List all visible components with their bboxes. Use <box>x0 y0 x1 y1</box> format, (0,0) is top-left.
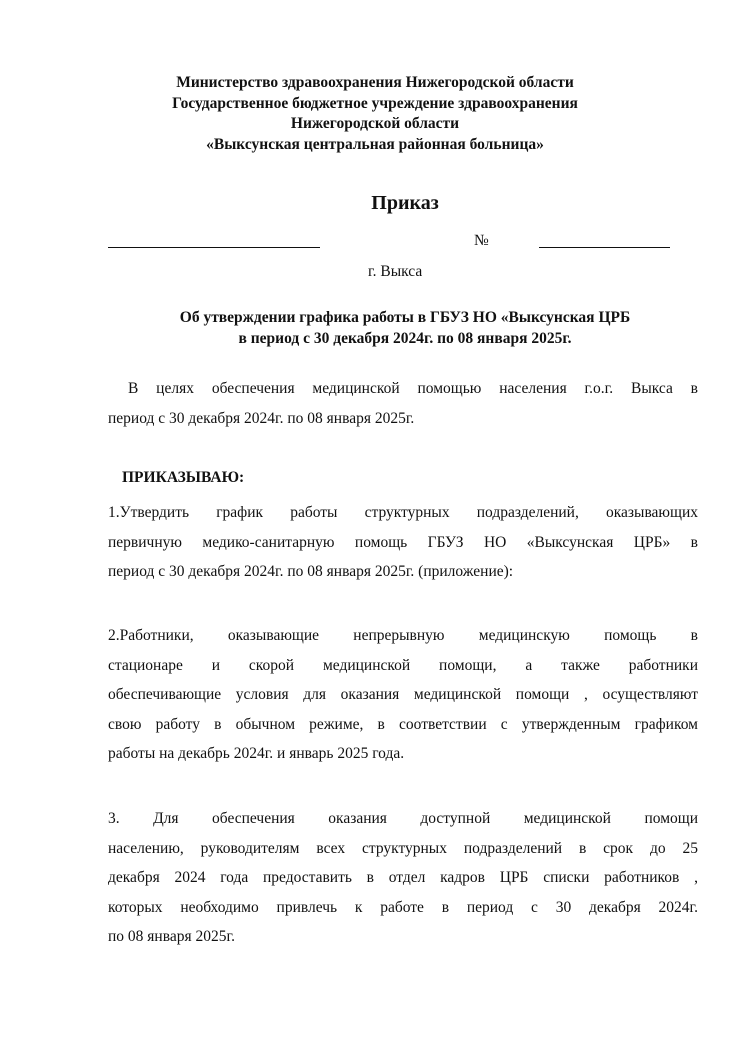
item1-line-3: период с 30 декабря 2024г. по 08 января 2025г. (приложение): <box>108 563 514 580</box>
institution-region: Нижегородской области <box>290 115 460 132</box>
number-blank-line <box>539 247 670 248</box>
item1-line-1: 1.Утвердить график работы структурных подразделений, оказывающих <box>108 504 698 521</box>
item2-line-1: 2.Работники, оказывающие непрерывную медицинскую помощь в <box>108 627 698 644</box>
item3-line-5: по 08 января 2025г. <box>108 928 235 945</box>
item2-line-2: стационаре и скорой медицинской помощи, а также работники <box>108 656 698 674</box>
organization-header <box>0 73 750 155</box>
ministry-name: Министерство здравоохранения Нижегородской области <box>176 74 574 91</box>
item3-line-2: населению, руководителям всех структурных подразделений в срок до 25 <box>108 839 698 857</box>
order-subject <box>0 308 750 349</box>
order-directive: ПРИКАЗЫВАЮ: <box>122 469 245 486</box>
date-blank-line <box>108 247 320 248</box>
item3-line-4: которых необходимо привлечь к работе в период с 30 декабря 2024г. <box>108 898 698 916</box>
item3-line-1: 3. Для обеспечения оказания доступной медицинской помощи <box>108 810 698 827</box>
item2-line-3: обеспечивающие условия для оказания медицинской помощи , осуществляют <box>108 686 698 703</box>
item2-line-5: работы на декабрь 2024г. и январь 2025 года. <box>108 745 405 762</box>
order-item-2 <box>108 621 698 769</box>
intro-paragraph <box>108 374 698 433</box>
item2-line-4: свою работу в обычном режиме, в соответствии с утвержденным графиком <box>108 715 698 733</box>
subject-line-1: Об утверждении графика работы в ГБУЗ НО «Выксунская ЦРБ <box>179 309 631 326</box>
institution-name: «Выксунская центральная районная больница» <box>206 135 544 153</box>
order-item-3 <box>108 804 698 952</box>
item1-line-2: первичную медико-санитарную помощь ГБУЗ НО «Выксунская ЦРБ» в <box>108 533 698 551</box>
document-title: Приказ <box>371 192 439 214</box>
intro-line-1: В целях обеспечения медицинской помощью населения г.о.г. Выкса в <box>128 380 698 397</box>
number-sign: № <box>474 232 489 249</box>
city-label: г. Выкса <box>368 263 423 280</box>
intro-line-2: период с 30 декабря 2024г. по 08 января 2025г. <box>108 409 415 427</box>
order-item-1 <box>108 498 698 587</box>
subject-line-2: в период с 30 декабря 2024г. по 08 января 2025г. <box>238 329 572 347</box>
institution-type: Государственное бюджетное учреждение здравоохранения <box>172 94 578 112</box>
item3-line-3: декабря 2024 года предоставить в отдел кадров ЦРБ списки работников , <box>108 869 698 886</box>
